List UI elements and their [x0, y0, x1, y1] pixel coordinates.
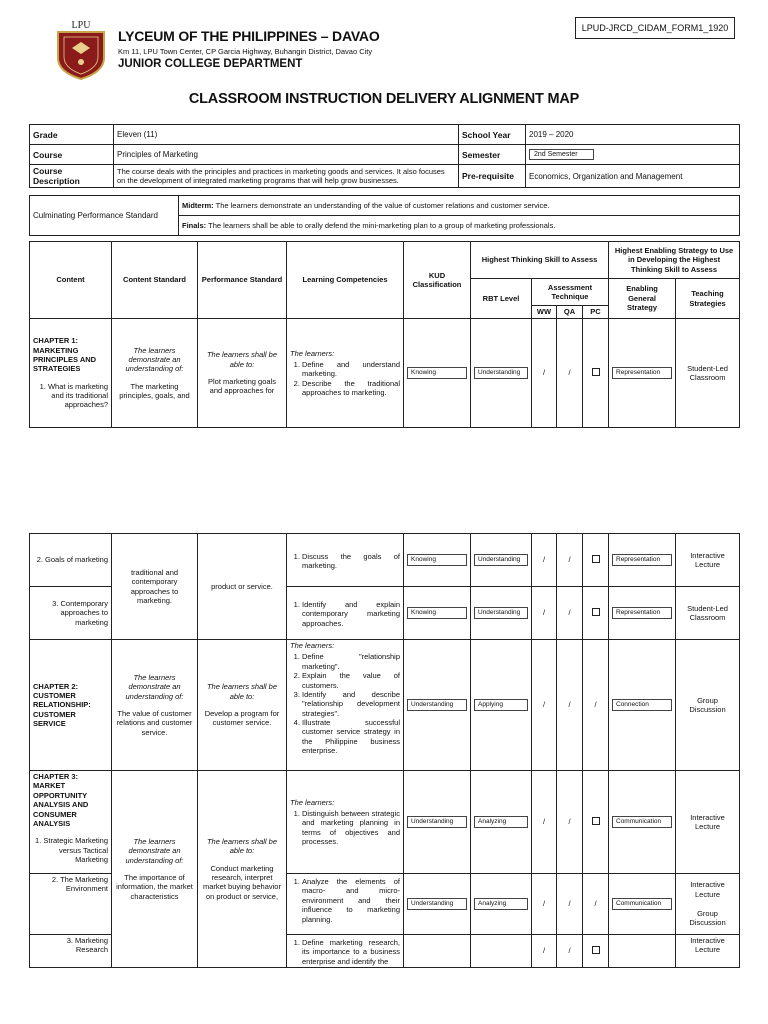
ps-continued: product or service.: [198, 534, 287, 640]
cs-continued: traditional and contemporary approaches to marketing.: [112, 534, 198, 640]
ps-text: Plot marketing goals and approaches for: [208, 377, 276, 396]
ww-mark: /: [532, 640, 557, 771]
grade-value: Eleven (11): [114, 125, 459, 145]
school-year-value: 2019 – 2020: [526, 125, 740, 145]
pc-checkbox[interactable]: [592, 817, 600, 825]
lpu-seal-logo: [50, 18, 112, 80]
description-row: [30, 165, 740, 188]
lc-item: 4. Illustrate successful customer service strategy in the Philippine business enterprise.: [302, 718, 400, 756]
pc-mark: /: [583, 640, 609, 771]
pc-checkbox[interactable]: [592, 368, 600, 376]
enabling-field[interactable]: Representation: [612, 607, 672, 619]
lc-item: 1. Identify and explain contemporary marketing approaches.: [302, 600, 400, 628]
teaching-strategy: Interactive Lecture: [690, 880, 725, 899]
rbt-field[interactable]: Understanding: [474, 367, 528, 379]
ps-text: Conduct marketing research, interpret market buying behavior on product or service,: [203, 863, 281, 901]
header-content: Content: [30, 242, 112, 319]
chapter2-title: CHAPTER 2: CUSTOMER RELATIONSHIP: CUSTOMER SERVICE: [30, 640, 112, 771]
topic-goals: 2. Goals of marketing: [30, 534, 112, 587]
cs-text: The importance of information, the market characteristics: [116, 873, 193, 901]
institution-address: Km 11, LPU Town Center, CP Garcia Highway, Buhangin District, Davao City: [118, 47, 373, 56]
chapter3-topic1: 1. Strategic Marketing versus Tactical Marketing: [35, 836, 108, 864]
ww-mark: /: [532, 771, 557, 874]
table-row: [30, 640, 740, 771]
header-performance-standard: Performance Standard: [198, 242, 287, 319]
lc-item: 2. Explain the value of customers.: [302, 671, 400, 690]
lc-item: 1. Define and understand marketing.: [302, 360, 400, 379]
semester-label: Semester: [459, 145, 526, 165]
rbt-field[interactable]: Applying: [474, 699, 528, 711]
ww-mark: /: [532, 935, 557, 968]
ww-mark: /: [532, 874, 557, 935]
ps-intro: The learners shall be able to:: [206, 682, 278, 701]
lc-item: 1. Discuss the goals of marketing.: [302, 552, 400, 571]
chapter1-title: CHAPTER 1: MARKETING PRINCIPLES AND STRATEGIES: [33, 336, 97, 374]
lc-item: 1. Define marketing research, its importance to a business enterprise and identify the: [302, 938, 400, 966]
department-name: JUNIOR COLLEGE DEPARTMENT: [118, 58, 303, 70]
chapter3-title: CHAPTER 3: MARKET OPPORTUNITY ANALYSIS AND CONSUMER ANALYSIS: [33, 772, 89, 828]
lc-item: 2. Describe the traditional approaches to marketing.: [302, 379, 400, 398]
lc-list: [290, 360, 400, 398]
header-ww: WW: [532, 306, 557, 319]
enabling-field[interactable]: Communication: [612, 898, 672, 910]
header-highest-thinking: Highest Thinking Skill to Assess: [471, 242, 609, 279]
teaching-strategy: Interactive Lecture: [676, 771, 740, 874]
ww-mark: /: [532, 587, 557, 640]
qa-mark: /: [557, 935, 583, 968]
cs-intro: The learners demonstrate an understanding of:: [125, 836, 184, 865]
teaching-strategy: Interactive Lecture: [676, 534, 740, 587]
kud-field[interactable]: Knowing: [407, 554, 467, 566]
teaching-strategy: Student-Led Classroom: [676, 319, 740, 428]
rbt-field[interactable]: Analyzing: [474, 816, 528, 828]
semester-field[interactable]: 2nd Semester: [529, 149, 594, 160]
lc-item: 1. Analyze the elements of macro- and micro-environment and their influence to marketing planning.: [302, 877, 400, 924]
lc-item: 3. Identify and describe "relationship development strategies".: [302, 690, 400, 718]
header-qa: QA: [557, 306, 583, 319]
description-value: The course deals with the principles and practices in marketing goods and services. It also focuses on the development of integrated marketing programs that will help grow businesses.: [114, 165, 459, 188]
logo-text: LPU: [71, 20, 91, 31]
teaching-strategy: Interactive Lecture: [676, 935, 740, 968]
qa-mark: /: [557, 319, 583, 428]
pc-mark: /: [583, 874, 609, 935]
alignment-map-table-page1: [29, 241, 740, 428]
qa-mark: /: [557, 874, 583, 935]
grade-row: [30, 125, 740, 145]
ps-intro: The learners shall be able to:: [206, 836, 278, 856]
qa-mark: /: [557, 587, 583, 640]
course-row: [30, 145, 740, 165]
document-title: CLASSROOM INSTRUCTION DELIVERY ALIGNMENT MAP: [188, 91, 580, 107]
topic-contemporary: 3. Contemporary approaches to marketing: [30, 587, 112, 640]
cs-intro: The learners demonstrate an understanding of:: [125, 672, 184, 701]
lc-intro: The learners:: [290, 797, 335, 807]
teaching-strategy-2: Group Discussion: [689, 909, 726, 928]
lc-item: 1. Distinguish between strategic and marketing planning in terms of objectives and processes.: [302, 809, 400, 847]
cs-intro: The learners demonstrate an understanding of:: [125, 345, 184, 374]
institution-name: LYCEUM OF THE PHILIPPINES – DAVAO: [118, 28, 380, 44]
ww-mark: /: [532, 319, 557, 428]
rbt-field[interactable]: Understanding: [474, 607, 528, 619]
lc-intro: The learners:: [290, 641, 335, 650]
course-label: Course: [30, 145, 114, 165]
kud-field[interactable]: Understanding: [407, 898, 467, 910]
course-value: Principles of Marketing: [114, 145, 459, 165]
table-row: [30, 534, 740, 587]
cs-text: The value of customer relations and customer service.: [116, 709, 193, 737]
culminating-label: Culminating Performance Standard: [30, 196, 179, 236]
enabling-field[interactable]: Communication: [612, 816, 672, 828]
kud-field[interactable]: Understanding: [407, 699, 467, 711]
header-kud: KUD Classification: [404, 242, 471, 319]
kud-field[interactable]: Knowing: [407, 367, 467, 379]
header-rbt: RBT Level: [471, 279, 532, 319]
teaching-strategy: Student-Led Classroom: [676, 587, 740, 640]
enabling-field[interactable]: Connection: [612, 699, 672, 711]
header-content-standard: Content Standard: [112, 242, 198, 319]
table-row: [30, 771, 740, 874]
header-highest-enabling: Highest Enabling Strategy to Use in Developing the Highest Thinking Skill to Assess: [609, 242, 740, 279]
prereq-value: Economics, Organization and Management: [526, 165, 740, 188]
rbt-field[interactable]: Understanding: [474, 554, 528, 566]
lc-item: 1. Define "relationship marketing".: [302, 652, 400, 671]
culminating-standard-table: [29, 195, 740, 236]
school-year-label: School Year: [459, 125, 526, 145]
midterm-label: Midterm:: [182, 201, 214, 210]
ps-intro: The learners shall be able to:: [206, 350, 278, 369]
alignment-map-table-page2: [29, 533, 740, 968]
pc-checkbox[interactable]: [592, 946, 600, 954]
header-pc: PC: [583, 306, 609, 319]
header-learning-competencies: Learning Competencies: [287, 242, 404, 319]
chapter1-topic1: 1. What is marketing and its traditional approaches?: [39, 381, 108, 410]
table-row: [30, 319, 740, 428]
prereq-label: Pre-requisite: [459, 165, 526, 188]
kud-field[interactable]: Knowing: [407, 607, 467, 619]
kud-field[interactable]: Understanding: [407, 816, 467, 828]
lc-intro: The learners:: [290, 348, 335, 358]
finals-label: Finals:: [182, 221, 207, 230]
topic-environment: 2. The Marketing Environment: [30, 874, 112, 935]
enabling-field[interactable]: Representation: [612, 367, 672, 379]
cs-text: The marketing principles, goals, and: [119, 381, 190, 401]
enabling-field[interactable]: Representation: [612, 554, 672, 566]
qa-mark: /: [557, 771, 583, 874]
midterm-standard: The learners demonstrate an understanding of the value of customer relations and customer service.: [215, 201, 550, 210]
form-code: LPUD-JRCD_CIDAM_FORM1_1920: [575, 17, 735, 39]
qa-mark: /: [557, 534, 583, 587]
header-teaching-strategies: Teaching Strategies: [676, 279, 740, 319]
finals-standard: The learners shall be able to orally defend the mini-marketing plan to a group of marketing professionals.: [208, 221, 556, 230]
grade-label: Grade: [30, 125, 114, 145]
header-enabling-general: Enabling General Strategy: [609, 279, 676, 319]
description-label: Course Description: [30, 165, 114, 188]
teaching-strategy: Group Discussion: [676, 640, 740, 771]
pc-checkbox[interactable]: [592, 555, 600, 563]
topic-research: 3. Marketing Research: [30, 935, 112, 968]
qa-mark: /: [557, 640, 583, 771]
course-info-table: [29, 124, 740, 188]
rbt-field[interactable]: Analyzing: [474, 898, 528, 910]
ww-mark: /: [532, 534, 557, 587]
pc-checkbox[interactable]: [592, 608, 600, 616]
header-assessment: Assessment Technique: [532, 279, 609, 306]
ps-text: Develop a program for customer service.: [204, 709, 280, 728]
